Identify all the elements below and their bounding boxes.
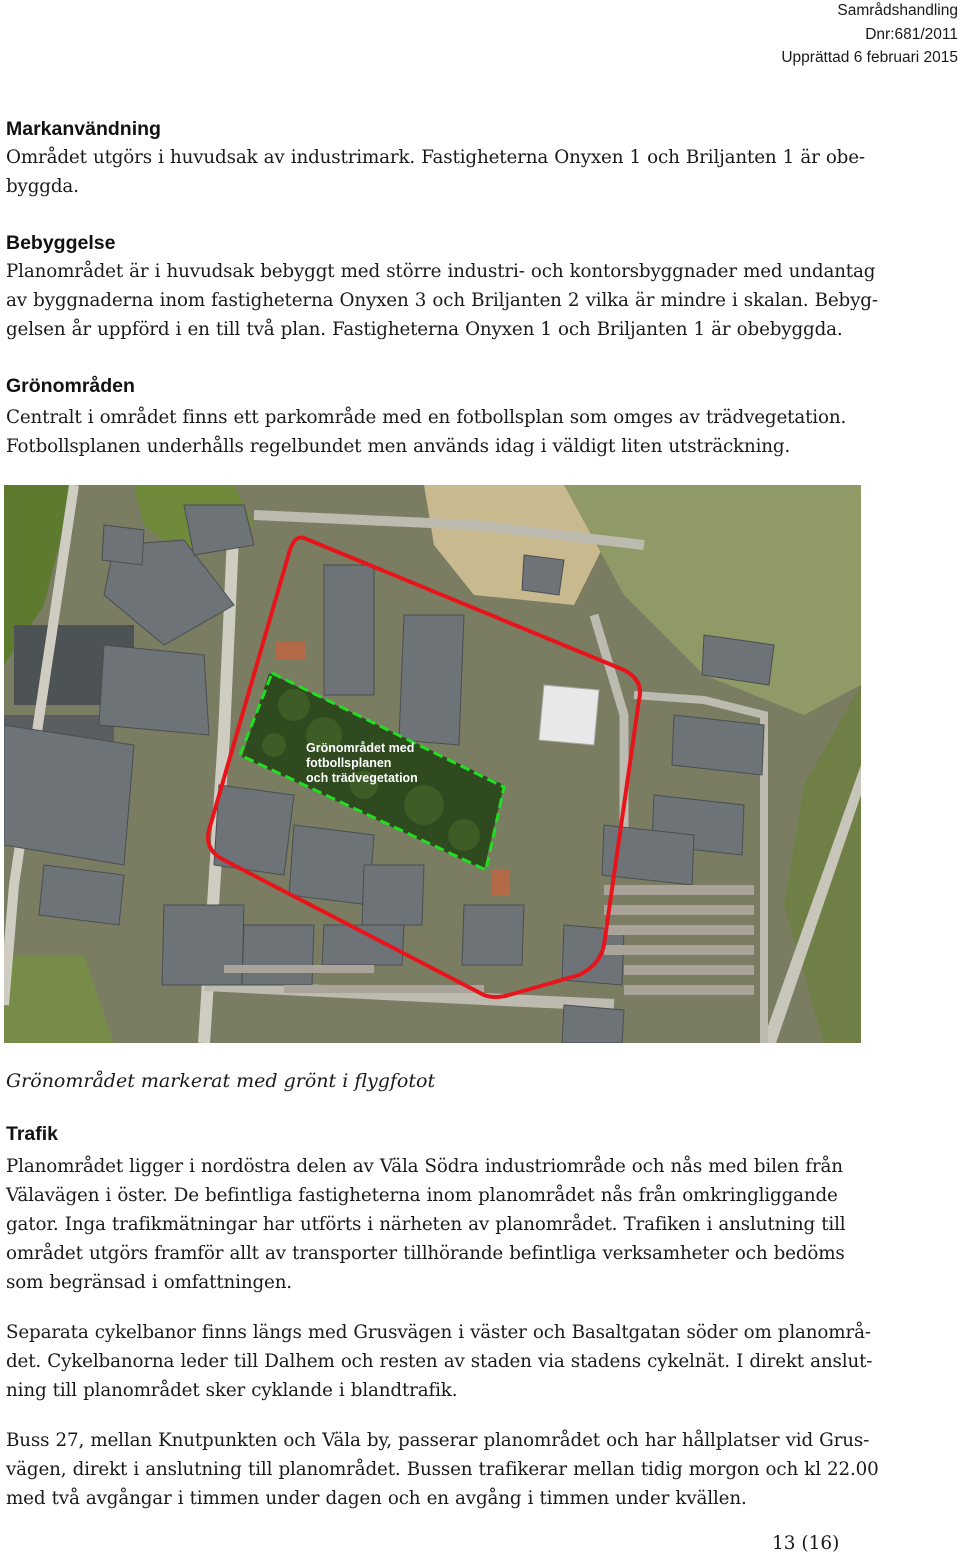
trafik-paragraph-3: Buss 27, mellan Knutpunkten och Väla by, passerar planområdet och har hållplatser vid Grus- vägen, direkt i anslutning till planområdet. Bussen trafikerar mellan tidig morgon och kl 22.00 med två avgångar i timmen under dagen och en avgång i timmen under kvällen. xyxy=(6,1430,879,1509)
photo-caption: Grönområdet markerat med grönt i flygfotot xyxy=(6,1070,436,1092)
section-body: Centralt i området finns ett parkområde med en fotbollsplan som omges av trädvegetation. Fotbollsplanen underhålls regelbundet men används idag i väldigt liten utsträckning. xyxy=(6,407,847,457)
section-markanvandning xyxy=(6,117,865,201)
section-trafik xyxy=(6,1122,879,1513)
document-header xyxy=(781,0,958,70)
trafik-paragraph-1: Planområdet ligger i nordöstra delen av Väla Södra industriområde och nås med bilen från Välavägen i öster. De befintliga fastigheterna inom planområdet nås från omkringliggande gator. Inga trafikmätningar har utförts i närheten av planområdet. Trafiken i anslutning till området utgörs framför allt av transporter tillhörande befintliga verksamheter och bedöms som begränsad i omfattningen. xyxy=(6,1156,846,1293)
section-body: Området utgörs i huvudsak av industrimark. Fastigheterna Onyxen 1 och Briljanten 1 är obe- byggda. xyxy=(6,147,865,197)
section-body: Planområdet är i huvudsak bebyggt med större industri- och kontorsbyggnader med undantag av byggnaderna inom fastigheterna Onyxen 3 och Briljanten 2 vilka är mindre i skalan. Bebyg- gelsen år uppförd i en till två plan. Fastigheterna Onyxen 1 och Briljanten 1 är obebyggda. xyxy=(6,261,878,340)
map-label-line-1: Grönområdet med xyxy=(306,741,415,755)
document-status: Samrådshandling xyxy=(837,2,958,19)
section-heading: Markanvändning xyxy=(6,118,161,140)
document-date: Upprättad 6 februari 2015 xyxy=(781,49,958,66)
section-heading: Bebyggelse xyxy=(6,232,116,254)
map-label-line-2: fotbollsplanen xyxy=(306,756,392,770)
section-gronomraden xyxy=(6,374,851,461)
section-bebyggelse xyxy=(6,231,878,344)
aerial-photo xyxy=(4,485,861,1043)
section-heading: Trafik xyxy=(6,1123,59,1145)
map-label-line-3: och trädvegetation xyxy=(306,771,418,785)
trafik-paragraph-2: Separata cykelbanor finns längs med Grusvägen i väster och Basaltgatan söder om planområ- det. Cykelbanorna leder till Dalhem och resten av staden via stadens cykelnät. I direkt anslut- ning till planområdet sker cyklande i blandtrafik. xyxy=(6,1322,873,1401)
document-reference-number: Dnr:681/2011 xyxy=(865,25,958,43)
section-heading: Grönområden xyxy=(6,375,135,397)
page-number: 13 (16) xyxy=(772,1533,840,1554)
